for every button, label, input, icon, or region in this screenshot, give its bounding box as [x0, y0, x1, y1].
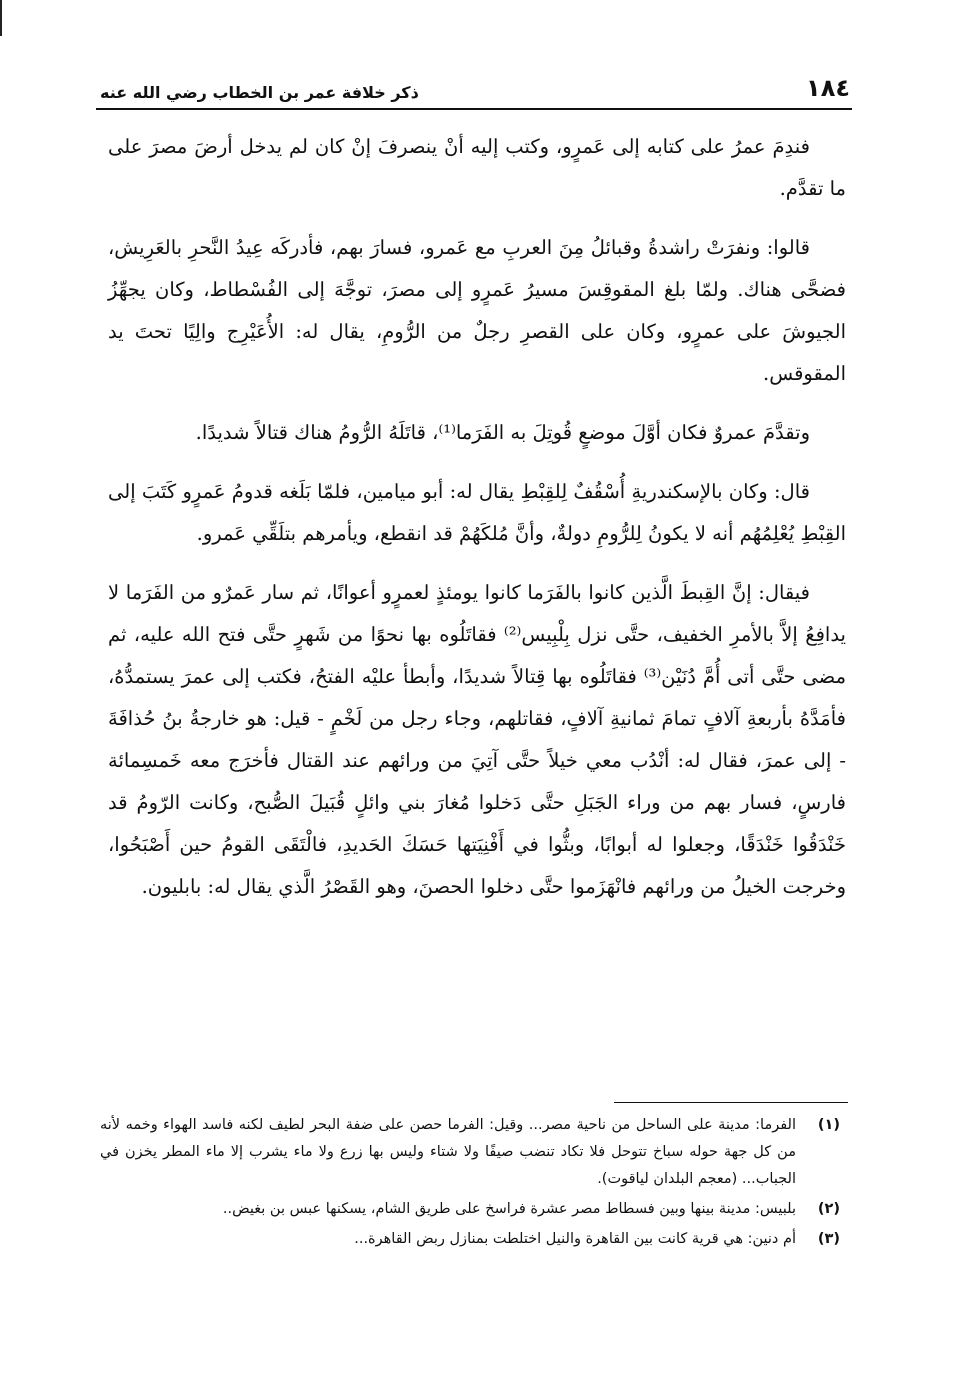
paragraph: فندِمَ عمرُ على كتابه إلى عَمرٍو، وكتب إليه أنْ ينصرفَ إنْ كان لم يدخل أرضَ مصرَ على ما تقدَّم.	[108, 135, 846, 200]
paragraph: قالوا: ونفرَتْ راشدةُ وقبائلُ مِنَ العربِ مع عَمرو، فسارَ بهم، فأدركَه عِيدُ النَّحرِ بالعَرِيش، فضحَّى هناك. ولمّا بلغ المقوقِسَ مسيرُ عَمرٍو إلى مصرَ، توجَّهَ إلى الفُسْطاط، وكان يجهِّزُ الجيوشَ على عمرٍو، وكان على القصرِ رجلٌ من الرُّومِ، يقال له: الأُعَيْرِج والِيًا تحتَ يد المقوقس.	[108, 236, 846, 385]
paragraph: وتقدَّمَ عمروٌ فكان أوَّلَ موضعٍ قُوتِلَ به الفَرَما⁽¹⁾، قاتَلَهُ الرُّومُ هناك قتالاً شديدًا.	[195, 421, 810, 444]
page-number: ١٨٤	[806, 74, 850, 102]
paragraph: فيقال: إنَّ القِبطَ الَّذين كانوا بالفَرَما كانوا يومئذٍ لعمرٍو أعوانًا، ثم سار عَمرٌو من الفَرَما لا يدافِعُ إلاَّ بالأمرِ الخفيف، حتَّى نزل بِلْبِيس⁽²⁾ فقاتَلُوه بها نحوًا من شَهرٍ حتَّى فتح الله عليه، ثم مضى حتَّى أتى أُمَّ دُنَيْن⁽³⁾ فقاتَلُوه بها قِتالاً شديدًا، وأبطأ عليْه الفتحُ، فكتب إلى عمرَ يستمدُّهُ، فأمَدَّهُ بأربعةِ آلافٍ تمامَ ثمانيةِ آلافٍ، فقاتلهم، وجاء رجل من لَخْمٍ - قيل: هو خارجةُ بنُ حُذافَةَ - إلى عمرَ، فقال له: أنْدُب معي خيلاً حتَّى آتِيَ من ورائهم عند القتال فأخرَج معه خَمسِمائة فارسٍ، فسار بهم من وراء الجَبَلِ حتَّى دَخلوا مُغارَ بني وائلٍ قُبَيلَ الصُّبح، وكانت الرّومُ قد خَنْدَقُوا خَنْدَقًا، وجعلوا له أبوابًا، وبثُّوا في أَفْنِيَتها حَسَكَ الحَديدِ، فالْتَقَى القومُ حين أَصْبَحُوا، وخرجت الخيلُ من ورائهم فانْهَزَموا حتَّى دخلوا الحصنَ، وهو القَصْرُ الَّذي يقال له: بابليون.	[108, 581, 847, 898]
page-header	[100, 66, 850, 102]
paragraph: قال: وكان بالإسكندريةِ أُسْقُفٌ لِلقِبْطِ يقال له: أبو ميامين، فلمّا بَلَغه قدومُ عَمرٍو كَتَبَ إلى القِبْطِ يُعْلِمُهُم أنه لا يكونُ لِلرُّومِ دولةٌ، وأنَّ مُلكَهُمْ قد انقطع، ويأمرهم بتلَقِّي عَمرو.	[108, 480, 846, 545]
footnote-text: أم دنين: هي قرية كانت بين القاهرة والنيل اختلطت بمنازل ربض القاهرة...	[354, 1231, 796, 1247]
footnote-number: (٢)	[817, 1201, 840, 1217]
footnote-text: الفرما: مدينة على الساحل من ناحية مصر... وقيل: الفرما حصن على ضفة البحر لطيف لكنه فاسد الهواء وخمه لأنه من كل جهة حوله سباخ تتوحل فلا تكاد تنضب صيفًا ولا شتاء وليس بها زرع ولا ماء يشرب إلا ماء المطر يخزن في الجباب... (معجم البلدان لياقوت).	[100, 1117, 796, 1187]
running-title: ذكر خلافة عمر بن الخطاب رضي الله عنه	[100, 83, 419, 102]
footnotes	[100, 1112, 840, 1256]
footnote-number: (١)	[817, 1117, 840, 1133]
footnote	[100, 1196, 840, 1223]
footnote	[100, 1112, 840, 1193]
footnote-text: بلبيس: مدينة بينها وبين فسطاط مصر عشرة فراسخ على طريق الشام، يسكنها عبس بن بغيض..	[222, 1201, 796, 1217]
footnote-number: (٣)	[817, 1231, 840, 1247]
binding-edge-mark	[0, 0, 2, 36]
main-text	[108, 126, 846, 925]
footnote-separator	[614, 1102, 848, 1103]
header-rule	[96, 108, 852, 110]
footnote	[100, 1226, 840, 1253]
